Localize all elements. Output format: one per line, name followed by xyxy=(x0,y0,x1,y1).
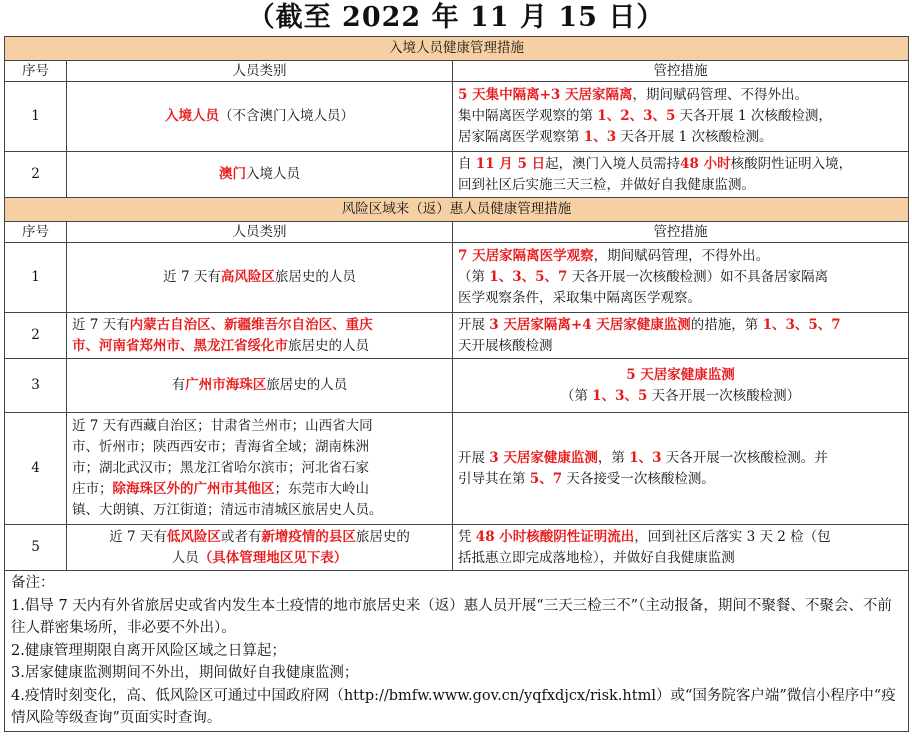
header-measures: 管控措施 xyxy=(453,61,909,82)
red-text: 广州市海珠区 xyxy=(185,377,267,393)
text: 旅居史的人员 xyxy=(274,269,356,285)
row-category xyxy=(67,525,453,571)
red-text: 除海珠区外的广州市其他区 xyxy=(112,481,275,497)
text: 近 7 天有 xyxy=(109,528,167,545)
table-row xyxy=(5,82,909,152)
text: 的措施，第 xyxy=(690,316,763,333)
text: 集中隔离医学观察的第 xyxy=(458,108,598,124)
text: ，回到社区后落实 3 天 2 检（包 xyxy=(634,528,831,545)
text: 旅居史的 xyxy=(355,528,410,545)
text: 有 xyxy=(171,377,186,393)
red-text: 11 月 5 日 xyxy=(475,155,546,172)
row-number: 3 xyxy=(5,359,67,413)
text: 开展 xyxy=(458,316,490,333)
header-category: 人员类别 xyxy=(67,222,453,243)
red-text: 3 天居家隔离+4 天居家健康监测 xyxy=(489,316,691,333)
text: 旅居史的人员 xyxy=(266,377,348,393)
note-3: 3.居家健康监测期间不外出，期间做好自我健康监测； xyxy=(11,665,359,681)
row-number: 4 xyxy=(5,413,67,525)
text: （不含澳门入境人员） xyxy=(219,108,354,124)
row-category xyxy=(67,313,453,359)
row-category xyxy=(67,413,453,525)
text: 或者有 xyxy=(220,528,262,545)
red-text: 新增疫情的县区 xyxy=(261,528,356,545)
text: 天各开展 1 次核酸检测， xyxy=(675,108,832,124)
text: ；东莞市大岭山 xyxy=(274,481,369,497)
text: ，期间赋码管理，不得外出。 xyxy=(593,248,770,264)
text: 天各开展一次核酸检测。并 xyxy=(661,449,828,466)
row-category xyxy=(67,152,453,198)
text: 医学观察条件，采取集中隔离医学观察。 xyxy=(458,290,701,306)
red-text: 48 小时 xyxy=(680,155,731,172)
red-text: 7 天居家隔离医学观察 xyxy=(458,248,594,264)
red-text: 1、2、3、5 xyxy=(597,108,676,124)
red-text: 1、3 xyxy=(629,449,662,466)
row-number: 5 xyxy=(5,525,67,571)
table-row xyxy=(5,313,909,359)
text: 天开展核酸检测 xyxy=(458,337,553,354)
red-text: 5、7 xyxy=(529,470,563,487)
table-row xyxy=(5,243,909,313)
page-title: （截至 2022 年 11 月 15 日） xyxy=(247,2,665,33)
text: 庄市； xyxy=(72,481,113,497)
text: 市；湖北武汉市；黑龙江省哈尔滨市；河北省石家 xyxy=(72,460,369,476)
note-4: 4.疫情时刻变化，高、低风险区可通过中国政府网（http://bmfw.www.gov.cn/yqfxdjcx/risk.html）或“国务院客户端”微信小程序中“疫情风险等级查询”页面实时查询。 xyxy=(11,687,896,726)
text: （第 xyxy=(560,387,593,404)
red-text: （具体管理地区见下表） xyxy=(198,549,348,566)
text: 引导其在第 xyxy=(458,470,530,487)
note-2: 2.健康管理期限自离开风险区域之日算起； xyxy=(11,642,286,659)
notes-row xyxy=(5,571,909,732)
note-1: 1.倡导 7 天内有外省旅居史或省内发生本土疫情的地市旅居史来（返）惠人员开展“三天三检三不”（主动报备，期间不聚餐、不聚会、不前往人群密集场所，非必要不外出）。 xyxy=(11,597,892,636)
text: 市、忻州市；陕西西安市；青海省全域；湖南株洲 xyxy=(72,439,369,455)
table-row xyxy=(5,525,909,571)
row-number: 2 xyxy=(5,152,67,198)
text: 居家隔离医学观察第 xyxy=(458,129,584,145)
text: 近 7 天有 xyxy=(163,269,221,285)
red-text: 1、3、5、7 xyxy=(489,269,568,285)
text: 镇、大朗镇、万江街道；清远市清城区旅居史人员。 xyxy=(72,502,383,518)
table-row xyxy=(5,359,909,413)
header-category: 人员类别 xyxy=(67,61,453,82)
red-text: 48 小时核酸阴性证明流出 xyxy=(475,528,635,545)
text: 天各开展一次核酸检测） xyxy=(647,387,801,404)
text: 括抵惠立即完成落地检），并做好自我健康监测 xyxy=(458,549,735,566)
row-category xyxy=(67,359,453,413)
header-no: 序号 xyxy=(5,61,67,82)
section2-heading-row xyxy=(5,198,909,222)
header-measures: 管控措施 xyxy=(453,222,909,243)
row-measures xyxy=(453,152,909,198)
text: 开展 xyxy=(458,449,490,466)
row-number: 1 xyxy=(5,82,67,152)
text: （第 xyxy=(458,269,490,285)
section1-header-row xyxy=(5,61,909,82)
red-text: 高风险区 xyxy=(220,269,275,285)
text: 自 xyxy=(458,155,476,172)
red-text: 入境人员 xyxy=(165,108,219,124)
red-text: 5 天集中隔离+3 天居家隔离 xyxy=(458,87,633,103)
notes xyxy=(5,571,909,732)
text: 人员 xyxy=(171,549,199,566)
text: 旅居史的人员 xyxy=(288,337,369,354)
row-measures xyxy=(453,313,909,359)
red-text: 3 天居家健康监测 xyxy=(489,449,598,466)
text: 天各开展 1 次核酸检测。 xyxy=(616,129,773,145)
text: 近 7 天有西藏自治区；甘肃省兰州市；山西省大同 xyxy=(72,418,373,434)
row-measures xyxy=(453,413,909,525)
row-measures xyxy=(453,525,909,571)
red-text: 5 天居家健康监测 xyxy=(626,366,735,383)
text: 入境人员 xyxy=(246,166,300,182)
section2-heading: 风险区域来（返）惠人员健康管理措施 xyxy=(5,198,909,222)
text: ，第 xyxy=(597,449,630,466)
row-measures xyxy=(453,243,909,313)
row-measures xyxy=(453,82,909,152)
row-category xyxy=(67,82,453,152)
red-text: 市、河南省郑州市、黑龙江省绥化市 xyxy=(72,337,288,354)
header-no: 序号 xyxy=(5,222,67,243)
section1-heading: 入境人员健康管理措施 xyxy=(5,37,909,61)
text: 起，澳门入境人员需持 xyxy=(545,155,681,172)
health-management-table xyxy=(4,36,909,732)
red-text: 1、3、5、7 xyxy=(762,316,841,333)
text: 核酸阴性证明入境， xyxy=(730,155,853,172)
table-row xyxy=(5,152,909,198)
row-number: 1 xyxy=(5,243,67,313)
notes-label: 备注： xyxy=(11,575,55,591)
section1-heading-row xyxy=(5,37,909,61)
red-text: 低风险区 xyxy=(166,528,221,545)
section2-header-row xyxy=(5,222,909,243)
text: ，期间赋码管理、不得外出。 xyxy=(632,87,808,103)
text: 近 7 天有 xyxy=(72,316,130,333)
table-row xyxy=(5,413,909,525)
text: 凭 xyxy=(458,528,476,545)
red-text: 1、3 xyxy=(583,129,617,145)
text: 天各接受一次核酸检测。 xyxy=(562,470,715,487)
text: 回到社区后实施三天三检，并做好自我健康监测。 xyxy=(458,176,755,193)
text: 天各开展一次核酸检测）如不具备居家隔离 xyxy=(567,269,829,285)
red-text: 澳门 xyxy=(219,166,246,182)
red-text: 内蒙古自治区、新疆维吾尔自治区、重庆 xyxy=(129,316,373,333)
row-measures xyxy=(453,359,909,413)
row-number: 2 xyxy=(5,313,67,359)
row-category xyxy=(67,243,453,313)
red-text: 1、3、5 xyxy=(592,387,648,404)
